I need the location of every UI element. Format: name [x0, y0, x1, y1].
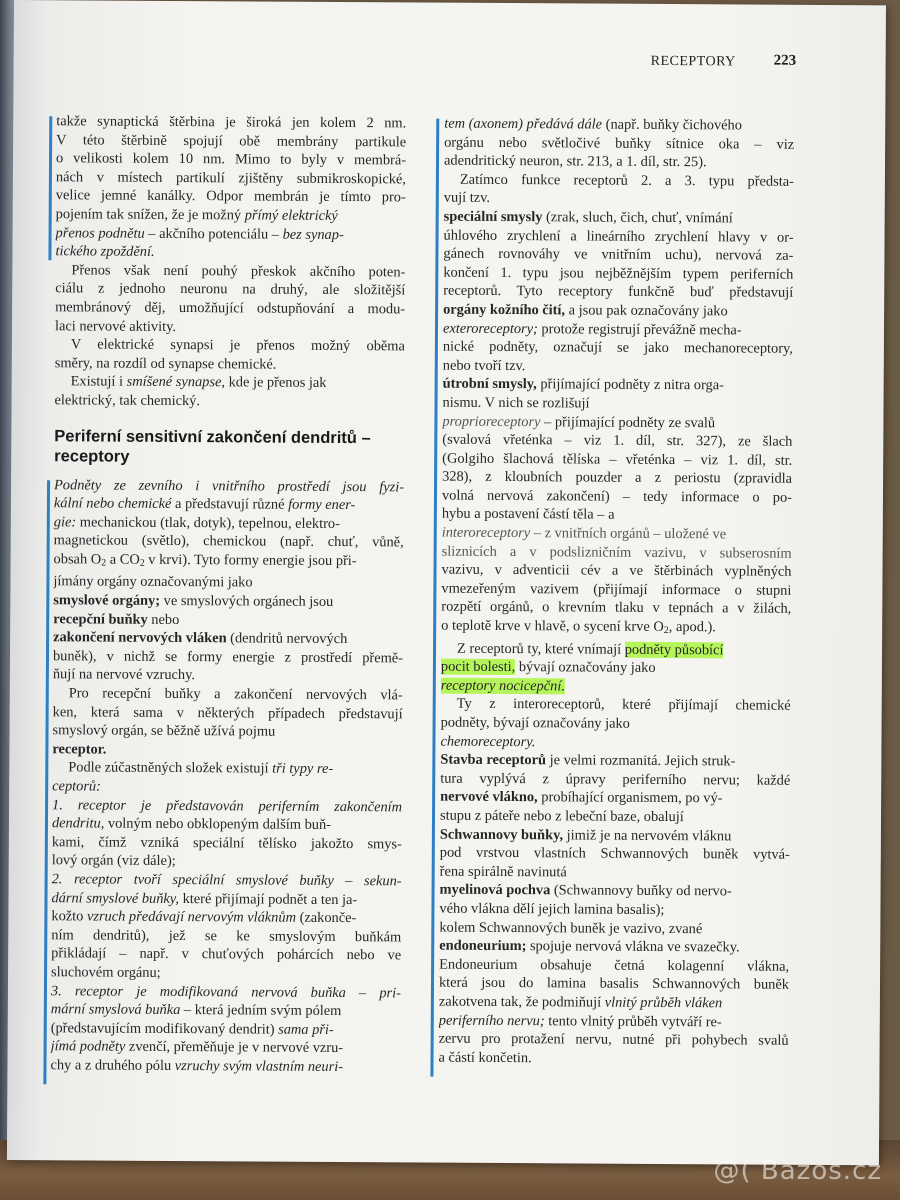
paragraph: Ty z interoreceptorů, které přijímají chemické podněty, bývají označovány jako chemoreceptory. — [440, 696, 791, 750]
section-heading: Periferní sensitivní zakončení dendritů – receptory — [54, 426, 371, 466]
paragraph: V elektrické synapsi je přenos možný oběma směry, na rozdíl od synapse chemické. — [54, 336, 405, 373]
paragraph: Pro recepční buňky a zakončení nervových vlá- ken, která sama v některých případech představují smyslový orgán, se běžně užívá pojmu receptor. — [52, 685, 403, 758]
watermark: @( Bazos.cz — [713, 1156, 882, 1186]
margin-bar — [43, 480, 49, 1084]
paragraph: takže synaptická štěrbina je široká jen kolem 2 nm. V této štěrbině spojují obě membrány partikule o velikosti kolem 10 nm. Mimo to byly v membrá- nách v místech partikulí zjištěny submikroskopické, velice jemné kanálky. Odpor membrán je tímto pro- pojením tak snížen, že je možný přímý elektrický přenos podnětu – akčního potenciálu – bez synap- tického zpoždění. — [55, 113, 407, 261]
paragraph: tem (axonem) předává dále (např. buňky čichového orgánu nebo světločivé buňky sítnice oka – viz adendritický neuron, str. 213, a 1. díl, str. 25). — [443, 115, 795, 171]
highlighted-text: pocit bolesti, — [440, 658, 516, 676]
margin-bar — [430, 119, 438, 1077]
paragraph: Stavba receptorů je velmi rozmanitá. Jejich struk- tura vyplývá z úpravy periferního nervu; každé nervové vlákno, probíhající organismem, po vý- stupu z páteře nebo z lebeční baze, obalují Schwannovy buňky, jimiž je na nervovém vláknu pod vrstvou vlastních Schwannových buněk vytvá- řena spirálně navinutá myelinová pochva (Schwannovy buňky od nervo- vého vlákna dělí jejich lamina basalis); kolem Schwannových buněk je vazivo, zvané endoneurium; spojuje nervová vlákna ve svazečky. Endoneurium obsahuje četná kolagenní vlákna, která jsou do lamina basalis Schwannových buněk zakotvena tak, že podmiňují vlnitý průběh vláken periferního nervu; tento vlnitý průběh vytváří re- zervu pro protažení nervu, nutné při pohybech svalů a částí končetin. — [438, 751, 791, 1066]
running-header: RECEPTORY — [650, 53, 736, 70]
paragraph: Existují i smíšené synapse, kde je přenos jak elektrický, tak chemický. — [54, 373, 327, 410]
margin-bar — [48, 116, 51, 260]
paragraph: Podněty ze zevního i vnitřního prostředí jsou fyzi- kální nebo chemické a představují různé formy ener- gie: mechanickou (tlak, dotyk), tepelnou, elektro- magnetickou (světlo), chemickou (např. chuť, vůně, obsah $O_2$ a $CO_2$ v krvi). Tyto formy energie jsou při- jímány orgány označovanými jako smyslové orgány; ve smyslových orgánech jsou recepční buňky nebo zakončení nervových vláken (dendritů nervových buněk), v nichž se formy energie z prostředí přemě- ňují na nervové vzruchy. — [52, 476, 405, 684]
paragraph: Podle zúčastněných složek existují tři typy re- ceptorů: 1. receptor je představován periferním zakončením dendritu, volným nebo obklopeným dalším buň- kami, čímž vzniká speciální tělísko jakožto smys- lový orgán (viz dále); 2. receptor tvoří speciální smyslové buňky – sekun- dární smyslové buňky, které přijímají podnět a ten ja- kožto vzruch předávají nervovým vláknům (zakonče- ním dendritů), jež se ke smyslovým buňkám přikládají – např. v chuťových pohárcích nebo ve sluchovém orgánu; 3. receptor je modifikovaná nervová buňka – pri- mární smyslová buňka – která jedním svým pólem (představujícím modifikovaný dendrit) sama při- jímá podněty zvenčí, přeměňuje je v nervové vzru- chy a z druhého pólu vzruchy svým vlastním neuri- — [50, 759, 403, 1075]
highlighted-text: podněty působící — [624, 641, 724, 658]
page-number: 223 — [773, 52, 797, 69]
right-column — [438, 115, 794, 1069]
paragraph: Zatímco funkce receptorů 2. a 3. typu předsta- vují tzv. speciální smysly (zrak, sluch, čich, chuť, vnímání úhlového zrychlení a lineárního zrychlení hlavy v or- gánech rovnováhy ve vnitřním uchu), nervová za- končení 1. typu jsou nejběžnějším typem periferních receptorů. Tyto receptory funkčně buď představují orgány kožního čití, a jsou pak označovány jako exteroreceptory; protože registrují převážně mecha- nické podněty, označují se jako mechanoreceptory, nebo tvoří tzv. útrobní smysly, přijímající podněty z nitra orga- nismu. V nich se rozlišují proprioreceptory – přijímající podněty ze svalů (svalová vřeténka – viz 1. díl, str. 327), ze šlach (Golgiho šlachová tělíska – vřeténka – viz 1. díl, str. 328), z kloubních pouzder a z periostu (zpravidla volná nervová zakončení) – tedy informace o po- hybu a postavení částí těla – a interoreceptory – z vnitřních orgánů – uložené ve sliznicích a v podslizničním vazivu, v subserosním vazivu, v adventicii cév a ve štěrbinách vyplněných vmezeřeným vazivem (přijímají informace o stupni rozpětí orgánů, o krevním tlaku v tepnách a v žilách, o teplotě krve v hlavě, o sycení krve $O_2$, apod.). — [441, 171, 794, 637]
highlighted-text: receptory nocicepční. — [440, 677, 566, 695]
left-column — [50, 112, 406, 1077]
paragraph: Z receptorů ty, které vnímají podněty působící pocit bolesti, bývají označovány jako receptory nocicepční. — [440, 640, 724, 695]
paragraph: Přenos však není pouhý přeskok akčního poten- ciálu z jednoho neuronu na druhý, ale složitější membránový děj, umožňující odstupňování a modu- laci nervové aktivity. — [54, 262, 406, 335]
book-page — [7, 0, 886, 1165]
